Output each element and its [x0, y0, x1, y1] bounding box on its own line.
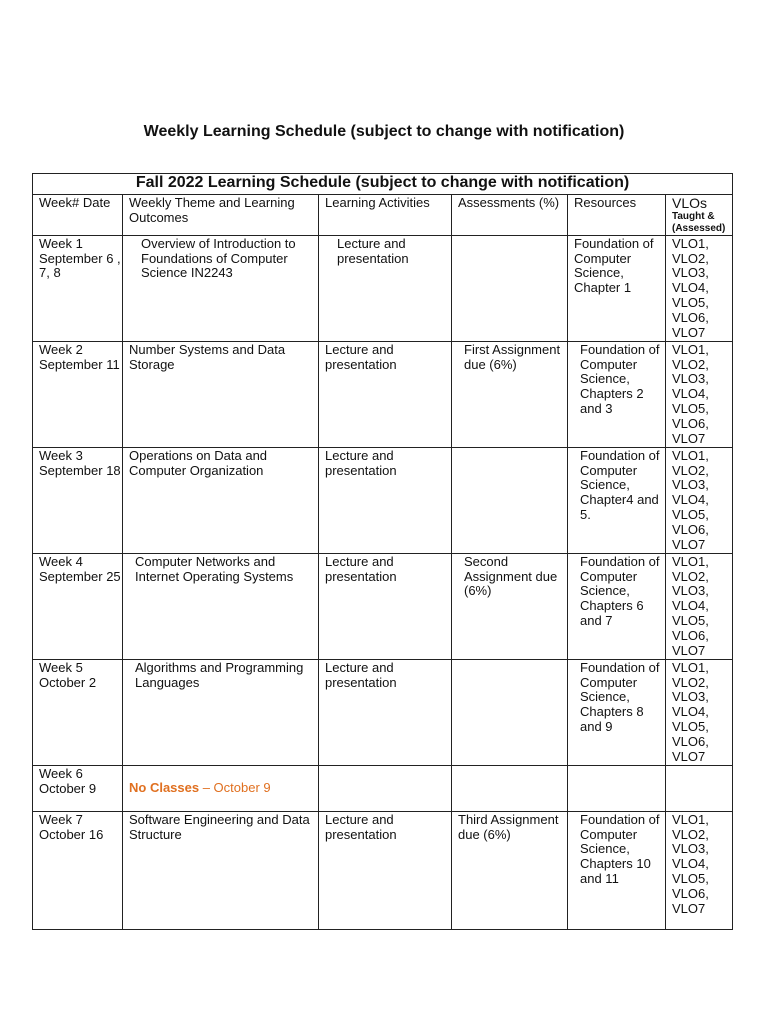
- cell-vlos: VLO1, VLO2, VLO3, VLO4, VLO5, VLO6, VLO7: [666, 553, 733, 659]
- cell-week: Week 4 September 25: [33, 553, 123, 659]
- cell-vlos: VLO1, VLO2, VLO3, VLO4, VLO5, VLO6, VLO7: [666, 659, 733, 765]
- cell-resources: Foundation of Computer Science, Chapter 1: [568, 235, 666, 341]
- cell-vlos: VLO1, VLO2, VLO3, VLO4, VLO5, VLO6, VLO7: [666, 811, 733, 929]
- table-row: [33, 447, 733, 553]
- cell-assessment: [452, 765, 568, 811]
- table-row: [33, 659, 733, 765]
- header-resources: Resources: [568, 195, 666, 236]
- cell-assessment: [452, 659, 568, 765]
- table-row: [33, 765, 733, 811]
- table-row: [33, 553, 733, 659]
- cell-theme-no-classes: [123, 765, 319, 811]
- table-row: [33, 341, 733, 447]
- header-assessments: Assessments (%): [452, 195, 568, 236]
- cell-resources: Foundation of Computer Science, Chapter4 and 5.: [568, 447, 666, 553]
- cell-week: Week 5 October 2: [33, 659, 123, 765]
- no-classes-label: No Classes: [129, 780, 200, 796]
- cell-activities: Lecture and presentation: [319, 341, 452, 447]
- cell-vlos: VLO1, VLO2, VLO3, VLO4, VLO5, VLO6, VLO7: [666, 447, 733, 553]
- cell-assessment: [452, 447, 568, 553]
- cell-theme: Algorithms and Programming Languages: [123, 659, 319, 765]
- cell-theme: Software Engineering and Data Structure: [123, 811, 319, 929]
- table-header-row: [33, 195, 733, 236]
- cell-week: Week 6 October 9: [33, 765, 123, 811]
- cell-activities: Lecture and presentation: [319, 553, 452, 659]
- cell-assessment: Third Assignment due (6%): [452, 811, 568, 929]
- cell-resources: Foundation of Computer Science, Chapters 10 and 11: [568, 811, 666, 929]
- cell-activities: Lecture and presentation: [319, 235, 452, 341]
- table-row: [33, 811, 733, 929]
- cell-vlos: VLO1, VLO2, VLO3, VLO4, VLO5, VLO6, VLO7: [666, 235, 733, 341]
- cell-activities: Lecture and presentation: [319, 811, 452, 929]
- cell-assessment: [452, 235, 568, 341]
- no-classes-date: – October 9: [199, 780, 271, 796]
- table-row: [33, 235, 733, 341]
- header-vlos: [666, 195, 733, 236]
- cell-week: Week 7 October 16: [33, 811, 123, 929]
- cell-vlos: [666, 765, 733, 811]
- page-title: Weekly Learning Schedule (subject to change with notification): [143, 123, 625, 140]
- header-vlos-sub: Taught & (Assessed): [672, 210, 726, 234]
- cell-resources: Foundation of Computer Science, Chapters 2 and 3: [568, 341, 666, 447]
- cell-week: Week 1 September 6 , 7, 8: [33, 235, 123, 341]
- schedule-table: [32, 173, 733, 930]
- cell-theme: Computer Networks and Internet Operating Systems: [123, 553, 319, 659]
- cell-theme: Overview of Introduction to Foundations of Computer Science IN2243: [123, 235, 319, 341]
- cell-theme: Number Systems and Data Storage: [123, 341, 319, 447]
- header-activities: Learning Activities: [319, 195, 452, 236]
- cell-assessment: Second Assignment due (6%): [452, 553, 568, 659]
- table-caption: Fall 2022 Learning Schedule (subject to change with notification): [33, 174, 733, 195]
- cell-vlos: VLO1, VLO2, VLO3, VLO4, VLO5, VLO6, VLO7: [666, 341, 733, 447]
- cell-week: Week 2 September 11: [33, 341, 123, 447]
- cell-resources: [568, 765, 666, 811]
- cell-resources: Foundation of Computer Science, Chapters 8 and 9: [568, 659, 666, 765]
- header-week: Week# Date: [33, 195, 123, 236]
- cell-theme: Operations on Data and Computer Organization: [123, 447, 319, 553]
- cell-week: Week 3 September 18: [33, 447, 123, 553]
- cell-resources: Foundation of Computer Science, Chapters 6 and 7: [568, 553, 666, 659]
- cell-activities: [319, 765, 452, 811]
- header-vlos-label: VLOs: [672, 195, 708, 211]
- cell-activities: Lecture and presentation: [319, 659, 452, 765]
- cell-activities: Lecture and presentation: [319, 447, 452, 553]
- cell-assessment: First Assignment due (6%): [452, 341, 568, 447]
- header-theme: Weekly Theme and Learning Outcomes: [123, 195, 319, 236]
